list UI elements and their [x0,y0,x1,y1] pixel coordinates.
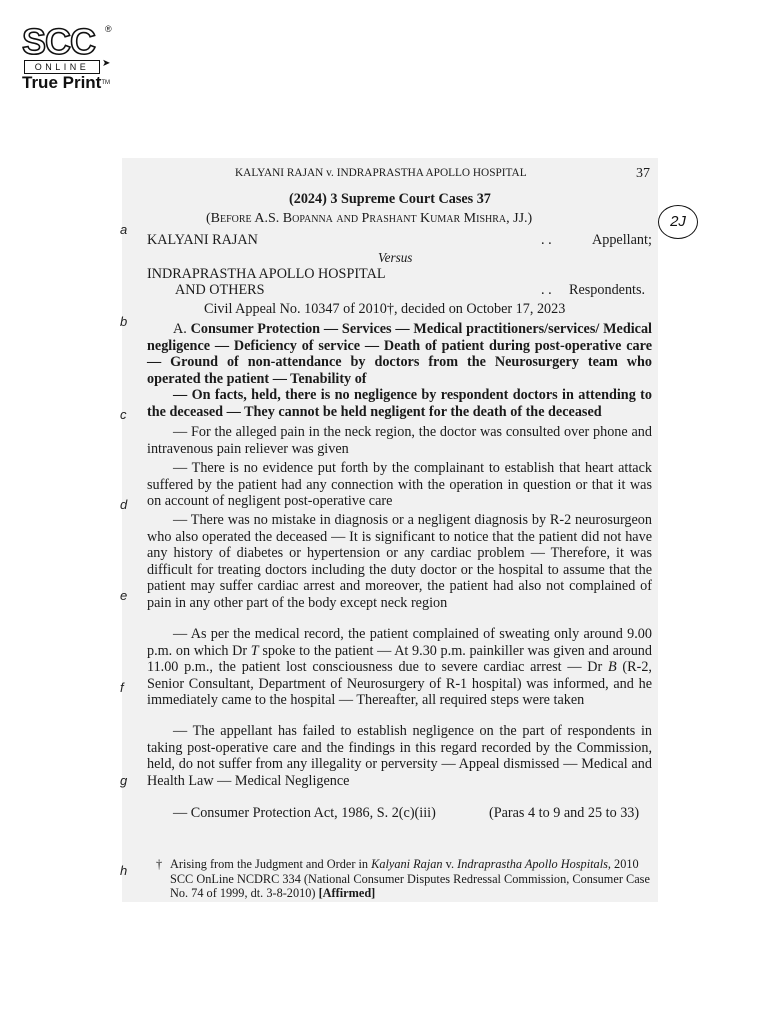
paras-reference: (Paras 4 to 9 and 25 to 33) [489,805,640,821]
logo-scc-text: SCC [22,21,96,62]
scc-online-logo [22,21,122,94]
headnote-paragraph-5: — There was no mistake in diagnosis or a negligent diagnosis by R-2 neurosurgeon who also operated the deceased — It is significant to notice that the patient did not have any history of diabetes or hypertension or any cardiac problem — Therefore, it was difficult for treating doctors including the duty doctor or the hospital to assume that the patient may suffer cardiac arrest and moreover, the patient had also not complained of pain in any other part of the body except neck region [147,512,652,611]
headnote-paragraph-6 [147,626,652,709]
headnote-paragraph-1 [147,321,652,387]
registered-mark: ® [105,24,112,34]
footnote-marker: † [156,857,163,871]
footnote-v: v. [442,857,458,871]
margin-letter-a: a [120,222,128,237]
logo-true-print [22,74,110,92]
p6-doctor-b: B [608,659,617,676]
p6-doctor-t: T [250,642,259,659]
footnote-affirmed: [Affirmed] [318,886,376,900]
respondent-line-1: INDRAPRASTHA APOLLO HOSPITAL [147,266,386,282]
margin-letter-f: f [120,680,124,695]
headnote-paragraph-4: — There is no evidence put forth by the complainant to establish that heart attack suffered by the patient had any connection with the operation in question or that it was on account of negligent post-operative care [147,460,652,510]
appellant-dots: . . [541,232,552,248]
footnote-text-1: Arising from the Judgment and Order in [170,857,372,871]
margin-letter-b: b [120,314,128,329]
case-number-line: Civil Appeal No. 10347 of 2010†, decided on October 17, 2023 [204,301,566,317]
margin-letter-g: g [120,773,128,788]
margin-letter-e: e [120,588,128,603]
logo-flag-icon: ➤ [102,58,111,69]
margin-letter-h: h [120,863,128,878]
bench: (Before A.S. Bopanna and Prashant Kumar Mishra, JJ.) [206,211,533,226]
statute-reference: — Consumer Protection Act, 1986, S. 2(c)(iii) [173,805,436,821]
handwritten-stamp: 2J [658,205,698,239]
p6-part-a: — As per the medical record, the patient complained of sweating only around 9.00 p.m. on which Dr [147,626,652,659]
running-title: KALYANI RAJAN v. INDRAPRASTHA APOLLO HOSPITAL [235,167,527,179]
citation: (2024) 3 Supreme Court Cases 37 [289,191,491,207]
respondent-line-2: AND OTHERS [175,282,265,298]
respondent-role: Respondents. [569,282,646,298]
p6-part-e: (R-2, Senior Consultant, Department of Neurosurgery of R-1 hospital) was informed, and he immediately came to the hospital — Thereafter, all required steps were taken [147,659,652,709]
headnote-paragraph-7: — The appellant has failed to establish negligence on the part of respondents in taking post-operative care and the findings in this regard recorded by the Commission, held, do not suffer from any illegality or perversity — Appeal dismissed — Medical and Health Law — Medical Negligence [147,723,652,789]
margin-letter-d: d [120,497,128,512]
versus: Versus [378,250,413,265]
p6-part-c: spoke to the patient — At 9.30 p.m. painkiller was given and around 11.00 p.m., the patient lost consciousness due to severe cardiac arrest — Dr [147,642,652,676]
true-print-text: True Print [22,73,102,92]
appellant-role: Appellant; [592,232,652,248]
respondent-dots: . . [541,282,552,298]
headnote-paragraph-2: — On facts, held, there is no negligence by respondent doctors in attending to the deceased — They cannot be held negligent for the death of the deceased [147,387,652,420]
headnote-letter: A. [173,321,187,337]
footnote-case-party-2: Indraprastha Apollo Hospitals [457,857,608,871]
margin-letter-c: c [120,407,127,422]
headnote-catchwords: Consumer Protection — Services — Medical practitioners/services/ Medical negligence — Deficiency of service — Death of patient during post-operative care — Ground of non-attendance by doctors from the Neurosurgery team who operated the patient — Tenability of [147,321,652,387]
footnote [170,857,652,901]
trademark-mark: TM [101,80,111,86]
footnote-case-party-1: Kalyani Rajan [371,857,443,871]
logo-online-text: ONLINE [24,60,100,74]
headnote-paragraph-3: — For the alleged pain in the neck region, the doctor was consulted over phone and intravenous pain reliever was given [147,424,652,457]
appellant-name: KALYANI RAJAN [147,232,258,248]
footnote-text-2: , 2010 SCC OnLine NCDRC 334 (National Consumer Disputes Redressal Commission, Consumer Case No. 74 of 1999, dt. 3-8-2010) [170,857,650,900]
page-number: 37 [636,166,650,181]
